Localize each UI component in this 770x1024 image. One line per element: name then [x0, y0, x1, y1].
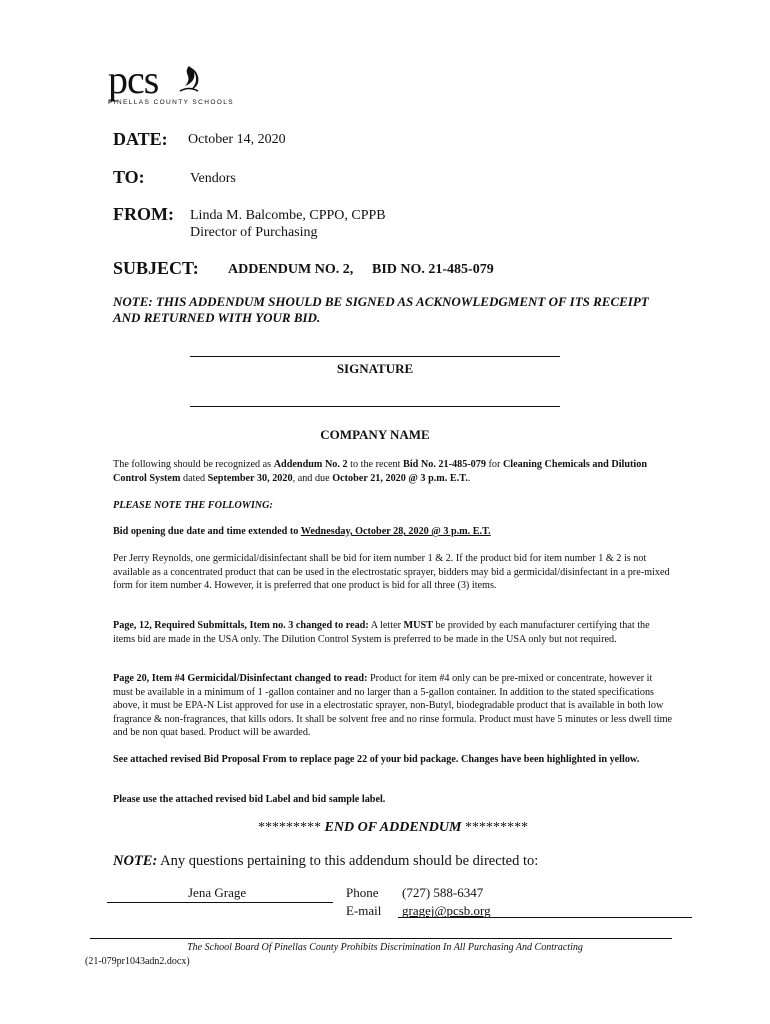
intro-text-2: to the recent: [347, 459, 404, 470]
page12-text-1: A letter: [368, 620, 404, 631]
signature-label: SIGNATURE: [336, 361, 414, 376]
footer-notice: The School Board Of Pinellas County Prohibits Discrimination In All Purchasing And Contracting: [187, 942, 583, 953]
intro-dated: September 30, 2020: [207, 472, 293, 484]
page12-heading: Page, 12, Required Submittals, Item no. 3 changed to read:: [113, 620, 369, 631]
bid-opening-paragraph: [113, 525, 673, 539]
subject-bid: BID NO. 21-485-079: [372, 262, 494, 277]
from-title: Director of Purchasing: [190, 225, 318, 240]
contact-name-line: [107, 902, 333, 903]
bid-opening-text: Bid opening due date and time extended to: [113, 526, 301, 537]
email-value: gragej@pcsb.org: [402, 903, 491, 918]
page20-paragraph: [113, 672, 673, 740]
page12-paragraph: [113, 619, 673, 646]
logo-subtitle: PINELLAS COUNTY SCHOOLS: [108, 99, 234, 106]
intro-text-4: dated: [180, 472, 208, 484]
end-stars-right: *********: [464, 820, 528, 835]
intro-text-5: , and due: [292, 472, 333, 484]
company-label: COMPANY NAME: [320, 427, 430, 442]
page20-text: Product for item #4 only can be pre-mixed or concentrate, however it must be available in a minimum of 1 -gallon container and no larger than a 5-gallon container. In addition to the stated specifications above, it must be EPA-N List approved for use in a electrostatic sprayer, non-Butyl, biodegradable product that is available in both low fragrance & non-fragrances, that kills odors. It shall be solvent free and no rinse formula. Product must have 5 minutes or less dwell time and be non quat based. Product will be awarded.: [113, 673, 673, 739]
footer-rule: [90, 938, 672, 939]
please-note-heading: PLEASE NOTE THE FOLLOWING:: [113, 500, 273, 511]
page20-heading: Page 20, Item #4 Germicidal/Disinfectant changed to read:: [113, 673, 368, 684]
subject-addendum: ADDENDUM NO. 2,: [228, 262, 354, 277]
intro-text-1: The following should be recognized as: [113, 459, 274, 470]
to-value: Vendors: [190, 171, 236, 186]
intro-text-3: for: [485, 459, 503, 470]
revised-proposal-paragraph: See attached revised Bid Proposal From to replace page 22 of your bid package. Changes have been highlighted in yellow.: [113, 754, 640, 765]
end-stars-left: *********: [258, 820, 322, 835]
file-name: (21-079pr1043adn2.docx): [85, 956, 190, 967]
phone-label: Phone: [346, 885, 379, 900]
end-of-addendum: [113, 820, 673, 836]
date-label: DATE:: [113, 129, 168, 149]
intro-bid-title: Cleaning Chemicals and Dilution Control System: [113, 459, 648, 484]
from-name: Linda M. Balcombe, CPPO, CPPB: [190, 208, 386, 223]
questions-note: [113, 853, 538, 870]
page12-must: MUST: [403, 620, 433, 631]
logo-wordmark: pcs: [108, 57, 159, 102]
from-label: FROM:: [113, 204, 174, 224]
email-line: [398, 917, 692, 918]
subject-label: SUBJECT:: [113, 258, 199, 278]
email-label: E-mail: [346, 903, 382, 918]
to-label: TO:: [113, 167, 145, 187]
date-value: October 14, 2020: [188, 132, 286, 147]
flame-icon: [176, 64, 202, 94]
intro-due: October 21, 2020 @ 3 p.m. E.T.: [332, 472, 468, 484]
end-text: END OF ADDENDUM: [324, 820, 462, 835]
revised-label-paragraph: Please use the attached revised bid Label and bid sample label.: [113, 794, 386, 805]
questions-note-label: NOTE:: [113, 853, 158, 869]
intro-text-6: .: [467, 472, 471, 484]
questions-note-text: Any questions pertaining to this addendum should be directed to:: [157, 853, 539, 869]
reynolds-paragraph: Per Jerry Reynolds, one germicidal/disinfectant shall be bid for item number 1 & 2. If the product bid for item number 1 & 2 is not available as a concentrated product that can be used in the electrostatic sprayer, bidders may bid a germicidal/disinfectant in a pre-mixed form for item number 4. However, it is preferred that one product is bid for all three (3) items.: [113, 553, 670, 592]
company-line: [190, 406, 560, 407]
intro-paragraph: [113, 458, 673, 485]
acknowledgment-note: NOTE: THIS ADDENDUM SHOULD BE SIGNED AS ACKNOWLEDGMENT OF ITS RECEIPT AND RETURNED WITH YOUR BID.: [113, 294, 649, 325]
page12-text-2: be provided by each manufacturer certifying that the items bid are made in the USA only. The Dilution Control System is preferred to be made in the USA only but not required.: [113, 620, 650, 645]
phone-value: (727) 588-6347: [402, 885, 484, 900]
signature-line: [190, 356, 560, 357]
contact-name: Jena Grage: [188, 885, 247, 900]
intro-addendum: Addendum No. 2: [273, 459, 348, 470]
bid-opening-date: Wednesday, October 28, 2020 @ 3 p.m. E.T.: [300, 526, 491, 537]
intro-bid-number: Bid No. 21-485-079: [403, 459, 486, 470]
